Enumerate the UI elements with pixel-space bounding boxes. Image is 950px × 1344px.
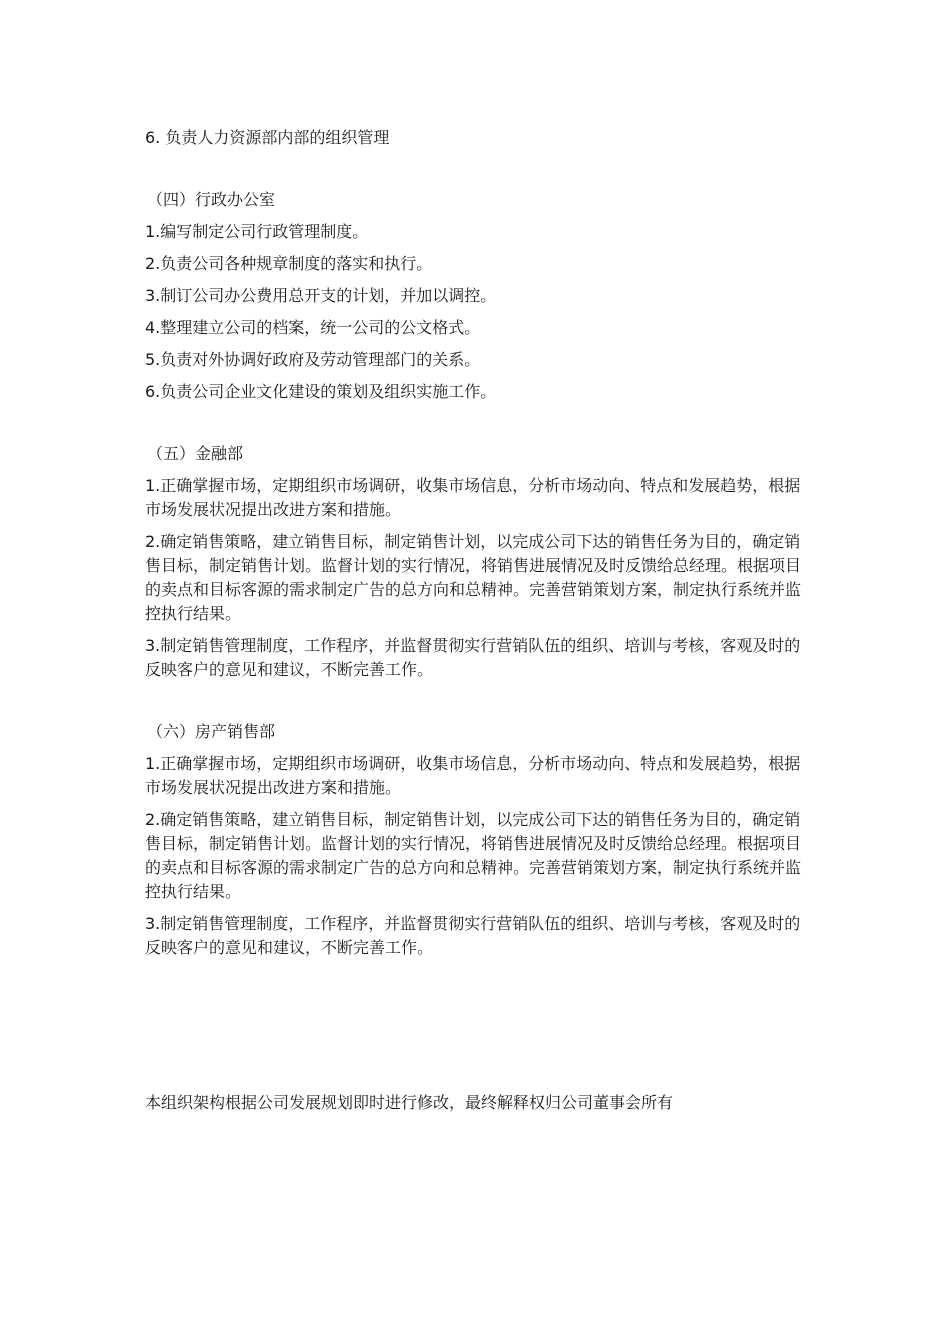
list-item: 2.负责公司各种规章制度的落实和执行。 <box>145 254 433 273</box>
section-spacer <box>145 690 805 720</box>
list-item: 6.负责公司企业文化建设的策划及组织实施工作。 <box>145 382 497 401</box>
list-item: 4.整理建立公司的档案，统一公司的公文格式。 <box>145 318 481 337</box>
intro-list-item: 6. 负责人力资源部内部的组织管理 <box>145 128 390 147</box>
section-spacer <box>145 158 805 188</box>
document-body <box>145 126 805 968</box>
section-heading: （五）金融部 <box>147 444 244 463</box>
section-admin-office <box>145 188 805 404</box>
footer-note: 本组织架构根据公司发展规划即时进行修改，最终解释权归公司董事会所有 <box>145 1093 674 1112</box>
list-item: 2.确定销售策略，建立销售目标，制定销售计划，以完成公司下达的销售任务为目的，确定销售目标，制定销售计划。监督计划的实行情况，将销售进展情况及时反馈给总经理。根据项目的卖点和目标客源的需求制定广告的总方向和总精神。完善营销策划方案，制定执行系统并监控执行结果。 <box>145 810 802 901</box>
section-heading: （六）房产销售部 <box>147 722 276 741</box>
section-spacer <box>145 412 805 442</box>
list-item: 1.正确掌握市场，定期组织市场调研，收集市场信息，分析市场动向、特点和发展趋势，根据市场发展状况提出改进方案和措施。 <box>145 754 801 797</box>
list-item: 3.制定销售管理制度，工作程序，并监督贯彻实行营销队伍的组织、培训与考核，客观及时的反映客户的意见和建议，不断完善工作。 <box>145 636 801 679</box>
list-item: 3.制订公司办公费用总开支的计划，并加以调控。 <box>145 286 497 305</box>
section-finance-department <box>145 442 805 682</box>
list-item: 2.确定销售策略，建立销售目标，制定销售计划，以完成公司下达的销售任务为目的，确定销售目标，制定销售计划。监督计划的实行情况，将销售进展情况及时反馈给总经理。根据项目的卖点和目标客源的需求制定广告的总方向和总精神。完善营销策划方案，制定执行系统并监控执行结果。 <box>145 532 802 623</box>
section-real-estate-sales <box>145 720 805 960</box>
section-heading: （四）行政办公室 <box>147 190 276 209</box>
list-item: 1.正确掌握市场，定期组织市场调研，收集市场信息，分析市场动向、特点和发展趋势，根据市场发展状况提出改进方案和措施。 <box>145 476 801 519</box>
list-item: 5.负责对外协调好政府及劳动管理部门的关系。 <box>145 350 481 369</box>
list-item: 3.制定销售管理制度，工作程序，并监督贯彻实行营销队伍的组织、培训与考核，客观及时的反映客户的意见和建议，不断完善工作。 <box>145 914 801 957</box>
list-item: 1.编写制定公司行政管理制度。 <box>145 222 369 241</box>
